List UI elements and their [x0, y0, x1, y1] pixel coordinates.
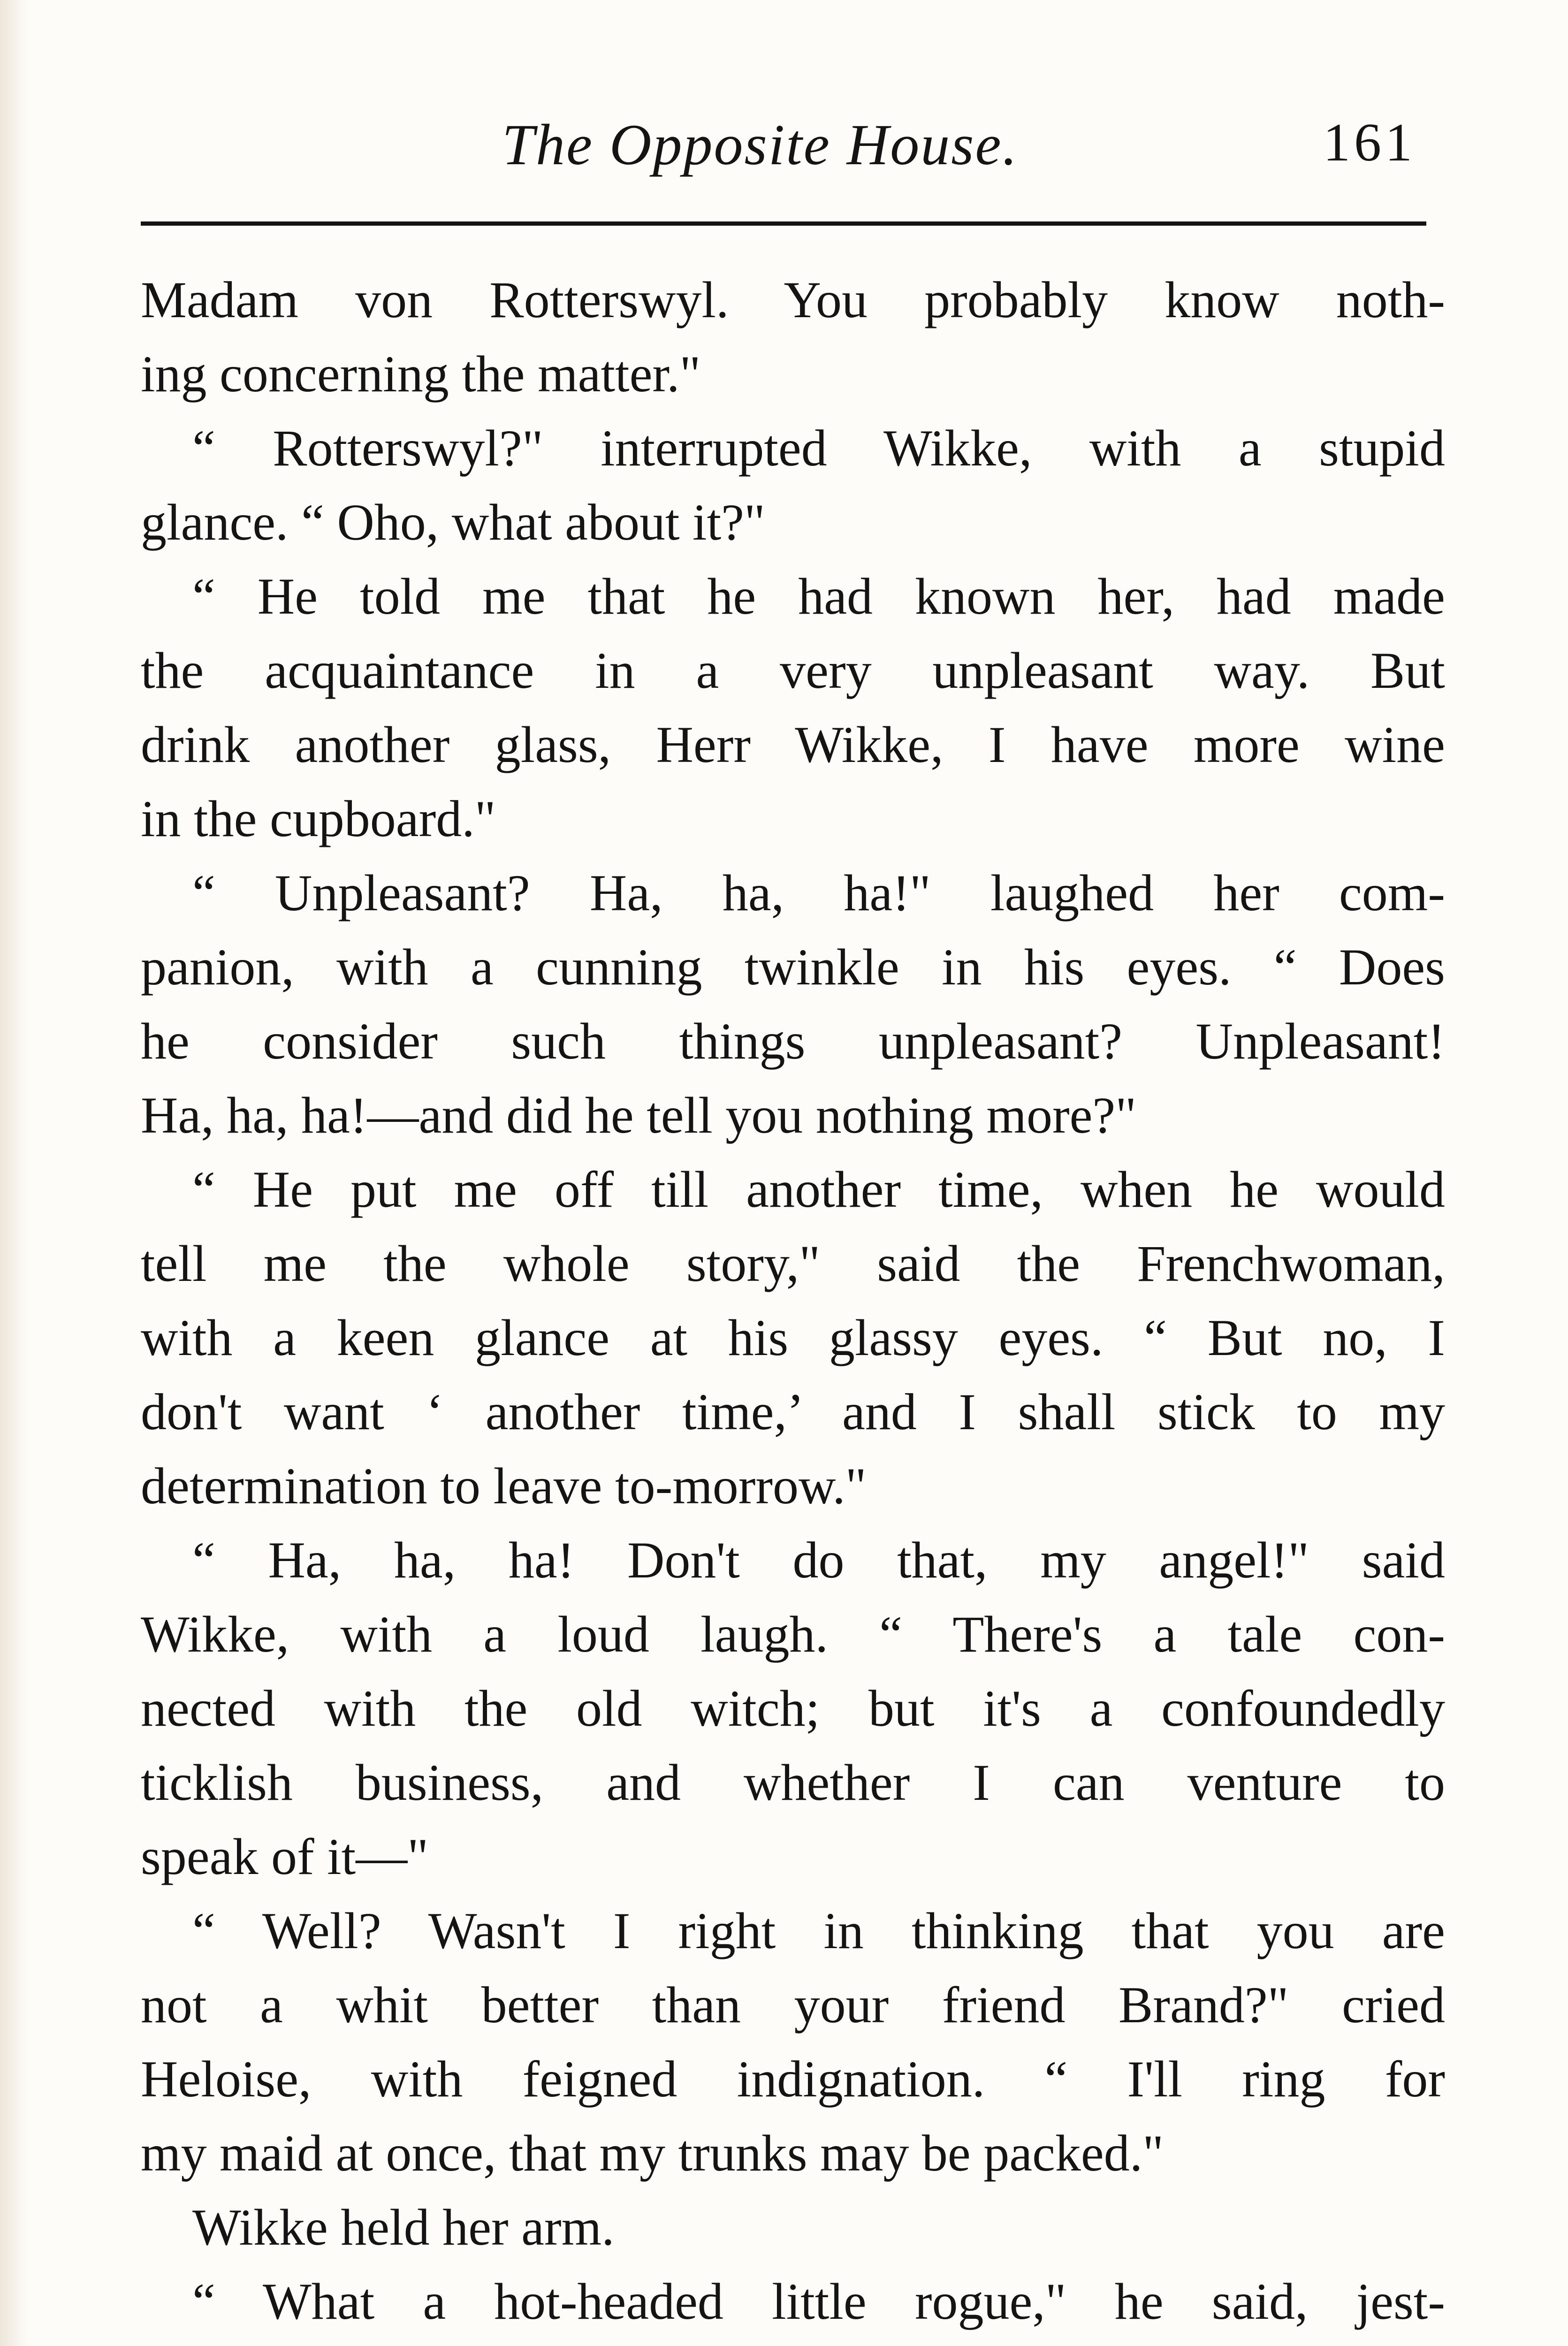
text-line: Wikke, with a loud laugh. “ There's a tale con- — [141, 1606, 1445, 1663]
text-line: the acquaintance in a very unpleasant way. But — [141, 642, 1445, 699]
text-line: “ Unpleasant? Ha, ha, ha!" laughed her com- — [192, 864, 1445, 922]
running-title: The Opposite House. — [502, 113, 1019, 177]
text-line: Heloise, with feigned indignation. “ I'll ring for — [141, 2050, 1445, 2108]
text-line: don't want ‘ another time,’ and I shall stick to my — [141, 1383, 1445, 1440]
text-line: Wikke held her arm. — [192, 2199, 615, 2256]
text-line: tell me the whole story," said the Frenchwoman, — [141, 1235, 1445, 1292]
text-line: with a keen glance at his glassy eyes. “ But no, I — [141, 1309, 1445, 1366]
page-edge-shadow — [0, 0, 28, 2346]
text-line: “ He told me that he had known her, had made — [192, 568, 1445, 625]
text-line: determination to leave to-morrow." — [141, 1457, 867, 1515]
text-line: in the cupboard." — [141, 790, 496, 847]
header-rule — [141, 221, 1426, 226]
text-line: ticklish business, and whether I can venture to — [141, 1754, 1445, 1811]
text-line: Ha, ha, ha!—and did he tell you nothing more?" — [141, 1087, 1137, 1144]
text-line: panion, with a cunning twinkle in his eyes. “ Does — [141, 938, 1445, 996]
text-line: speak of it—" — [141, 1828, 429, 1885]
text-line: nected with the old witch; but it's a confoundedly — [141, 1680, 1445, 1737]
text-line: “ Well? Wasn't I right in thinking that you are — [192, 1902, 1445, 1959]
text-line: glance. “ Oho, what about it?" — [141, 494, 765, 551]
text-line: he consider such things unpleasant? Unpleasant! — [141, 1013, 1445, 1070]
page-number: 161 — [1323, 113, 1416, 173]
body-text — [141, 263, 1445, 2338]
text-line: drink another glass, Herr Wikke, I have more wine — [141, 716, 1445, 773]
text-line: “ Rotterswyl?" interrupted Wikke, with a stupid — [192, 419, 1445, 477]
text-line: “ What a hot-headed little rogue," he said, jest- — [192, 2273, 1445, 2330]
text-line: “ He put me off till another time, when he would — [192, 1161, 1445, 1218]
text-line: not a whit better than your friend Brand?" cried — [141, 1976, 1445, 2034]
text-line: ing concerning the matter." — [141, 345, 701, 403]
running-head — [0, 112, 1568, 196]
text-line: Madam von Rotterswyl. You probably know noth- — [141, 271, 1445, 328]
text-line: my maid at once, that my trunks may be packed." — [141, 2125, 1164, 2182]
text-line: “ Ha, ha, ha! Don't do that, my angel!" said — [192, 1531, 1445, 1589]
